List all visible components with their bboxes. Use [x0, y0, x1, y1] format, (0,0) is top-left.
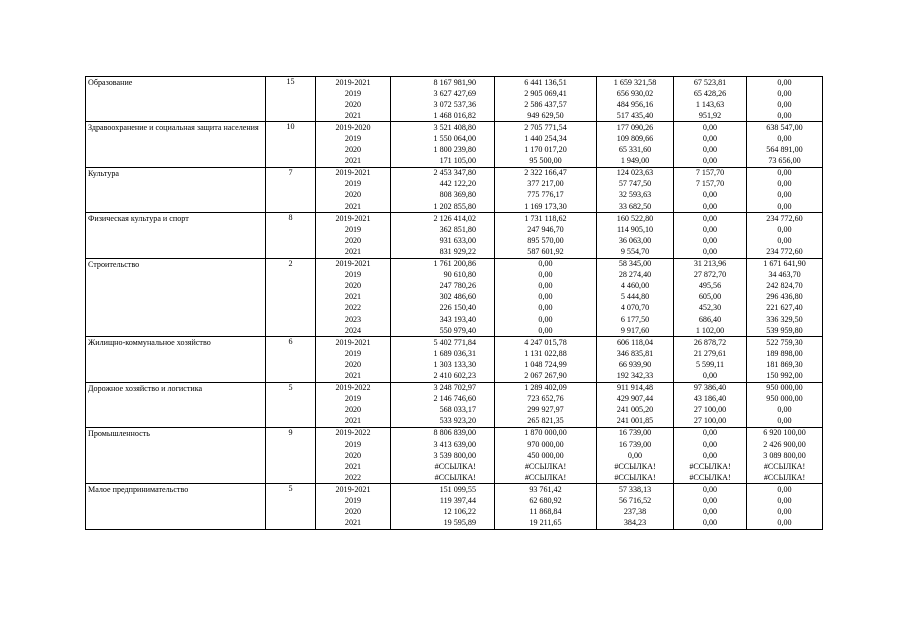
municipal-cell: 0,00	[674, 518, 747, 530]
municipal-cell: 43 186,40	[674, 394, 747, 405]
federal-cell: 723 652,76	[495, 394, 597, 405]
sector-name: Дорожное хозяйство и логистика	[86, 382, 266, 427]
extra-budget-cell: 0,00	[747, 179, 823, 190]
federal-cell: #ССЫЛКА!	[495, 461, 597, 472]
extra-budget-cell: 0,00	[747, 201, 823, 213]
extra-budget-cell: 0,00	[747, 484, 823, 496]
table-row	[86, 337, 823, 349]
federal-cell: 62 680,92	[495, 495, 597, 506]
extra-budget-cell: 1 671 641,90	[747, 258, 823, 270]
total-cell: 568 033,17	[391, 405, 495, 416]
period-cell: 2020	[316, 99, 391, 110]
sector-name: Промышленность	[86, 427, 266, 483]
municipal-cell: 1 102,00	[674, 325, 747, 337]
total-cell: 931 633,00	[391, 235, 495, 246]
total-cell: 119 397,44	[391, 495, 495, 506]
extra-budget-cell: 522 759,30	[747, 337, 823, 349]
total-cell: 1 202 855,80	[391, 201, 495, 213]
municipal-cell: 27 100,00	[674, 416, 747, 428]
federal-cell: 1 440 254,34	[495, 133, 597, 144]
table-row	[86, 167, 823, 179]
sector-name: Строительство	[86, 258, 266, 337]
total-cell: 171 105,00	[391, 156, 495, 168]
regional-cell: 16 739,00	[597, 439, 674, 450]
total-cell: 831 929,22	[391, 246, 495, 258]
federal-cell: 0,00	[495, 258, 597, 270]
total-cell: 12 106,22	[391, 507, 495, 518]
total-cell: 1 303 133,30	[391, 359, 495, 370]
period-cell: 2019	[316, 224, 391, 235]
municipal-cell: 0,00	[674, 507, 747, 518]
period-cell: 2019	[316, 495, 391, 506]
total-cell: 1 689 036,31	[391, 348, 495, 359]
period-cell: 2021	[316, 201, 391, 213]
total-cell: 3 072 537,36	[391, 99, 495, 110]
municipal-cell: 67 523,81	[674, 77, 747, 89]
extra-budget-cell: 638 547,00	[747, 122, 823, 134]
federal-cell: 1 289 402,09	[495, 382, 597, 394]
regional-cell: 56 716,52	[597, 495, 674, 506]
extra-budget-cell: 6 920 100,00	[747, 427, 823, 439]
total-cell: #ССЫЛКА!	[391, 472, 495, 484]
extra-budget-cell: 181 869,30	[747, 359, 823, 370]
period-cell: 2019-2021	[316, 213, 391, 225]
regional-cell: 177 090,26	[597, 122, 674, 134]
extra-budget-cell: 0,00	[747, 167, 823, 179]
period-cell: 2019-2021	[316, 258, 391, 270]
regional-cell: 1 949,00	[597, 156, 674, 168]
period-cell: 2019	[316, 394, 391, 405]
regional-cell: 346 835,81	[597, 348, 674, 359]
municipal-cell: 0,00	[674, 213, 747, 225]
regional-cell: 5 444,80	[597, 292, 674, 303]
municipal-cell: 0,00	[674, 201, 747, 213]
total-cell: 151 099,55	[391, 484, 495, 496]
total-cell: 2 410 602,23	[391, 370, 495, 382]
regional-cell: 16 739,00	[597, 427, 674, 439]
federal-cell: 1 169 173,30	[495, 201, 597, 213]
extra-budget-cell: 0,00	[747, 235, 823, 246]
total-cell: 2 126 414,02	[391, 213, 495, 225]
municipal-cell: 0,00	[674, 246, 747, 258]
total-cell: 550 979,40	[391, 325, 495, 337]
regional-cell: 160 522,80	[597, 213, 674, 225]
total-cell: 3 627 427,69	[391, 88, 495, 99]
total-cell: 5 402 771,84	[391, 337, 495, 349]
regional-cell: 109 809,66	[597, 133, 674, 144]
period-cell: 2019	[316, 348, 391, 359]
municipal-cell: 0,00	[674, 484, 747, 496]
total-cell: 8 167 981,90	[391, 77, 495, 89]
extra-budget-cell: 73 656,00	[747, 156, 823, 168]
regional-cell: 384,23	[597, 518, 674, 530]
regional-cell: #ССЫЛКА!	[597, 472, 674, 484]
period-cell: 2021	[316, 461, 391, 472]
regional-cell: 114 905,10	[597, 224, 674, 235]
municipal-cell: 0,00	[674, 122, 747, 134]
total-cell: 808 369,80	[391, 190, 495, 201]
federal-cell: 970 000,00	[495, 439, 597, 450]
period-cell: 2019-2021	[316, 167, 391, 179]
total-cell: 90 610,80	[391, 270, 495, 281]
federal-cell: 19 211,65	[495, 518, 597, 530]
section-group	[86, 167, 823, 212]
total-cell: 533 923,20	[391, 416, 495, 428]
sector-name: Физическая культура и спорт	[86, 213, 266, 258]
extra-budget-cell: #ССЫЛКА!	[747, 461, 823, 472]
municipal-cell: #ССЫЛКА!	[674, 461, 747, 472]
section-group	[86, 337, 823, 382]
period-cell: 2024	[316, 325, 391, 337]
extra-budget-cell: #ССЫЛКА!	[747, 472, 823, 484]
federal-cell: 895 570,00	[495, 235, 597, 246]
period-cell: 2021	[316, 370, 391, 382]
extra-budget-cell: 950 000,00	[747, 382, 823, 394]
period-cell: 2021	[316, 292, 391, 303]
section-group	[86, 258, 823, 337]
extra-budget-cell: 234 772,60	[747, 213, 823, 225]
total-cell: 247 780,26	[391, 281, 495, 292]
regional-cell: 911 914,48	[597, 382, 674, 394]
period-cell: 2019-2020	[316, 122, 391, 134]
section-group	[86, 77, 823, 122]
extra-budget-cell: 0,00	[747, 133, 823, 144]
total-cell: 2 146 746,60	[391, 394, 495, 405]
sector-name: Образование	[86, 77, 266, 122]
period-cell: 2020	[316, 190, 391, 201]
federal-cell: 265 821,35	[495, 416, 597, 428]
extra-budget-cell: 950 000,00	[747, 394, 823, 405]
regional-cell: 484 956,16	[597, 99, 674, 110]
extra-budget-cell: 242 824,70	[747, 281, 823, 292]
extra-budget-cell: 0,00	[747, 416, 823, 428]
municipal-cell: 26 878,72	[674, 337, 747, 349]
extra-budget-cell: 3 089 800,00	[747, 450, 823, 461]
total-cell: 3 248 702,97	[391, 382, 495, 394]
total-cell: 1 550 064,00	[391, 133, 495, 144]
municipal-cell: 21 279,61	[674, 348, 747, 359]
section-group	[86, 382, 823, 427]
period-cell: 2021	[316, 416, 391, 428]
federal-cell: 0,00	[495, 303, 597, 314]
total-cell: 3 413 639,00	[391, 439, 495, 450]
municipal-cell: 27 872,70	[674, 270, 747, 281]
federal-cell: 0,00	[495, 325, 597, 337]
period-cell: 2019	[316, 439, 391, 450]
federal-cell: 2 067 267,90	[495, 370, 597, 382]
extra-budget-cell: 2 426 900,00	[747, 439, 823, 450]
federal-cell: 6 441 136,51	[495, 77, 597, 89]
extra-budget-cell: 336 329,50	[747, 314, 823, 325]
project-count: 2	[266, 258, 316, 337]
federal-cell: 1 170 017,20	[495, 145, 597, 156]
municipal-cell: 0,00	[674, 145, 747, 156]
period-cell: 2020	[316, 359, 391, 370]
municipal-cell: #ССЫЛКА!	[674, 472, 747, 484]
federal-cell: 4 247 015,78	[495, 337, 597, 349]
total-cell: 362 851,80	[391, 224, 495, 235]
regional-cell: 65 331,60	[597, 145, 674, 156]
municipal-cell: 686,40	[674, 314, 747, 325]
federal-cell: 949 629,50	[495, 110, 597, 122]
regional-cell: 656 930,02	[597, 88, 674, 99]
municipal-cell: 97 386,40	[674, 382, 747, 394]
extra-budget-cell: 34 463,70	[747, 270, 823, 281]
municipal-cell: 1 143,63	[674, 99, 747, 110]
municipal-cell: 7 157,70	[674, 179, 747, 190]
table-row	[86, 382, 823, 394]
extra-budget-cell: 150 992,00	[747, 370, 823, 382]
regional-cell: 57 747,50	[597, 179, 674, 190]
regional-cell: 33 682,50	[597, 201, 674, 213]
federal-cell: 2 705 771,54	[495, 122, 597, 134]
project-count: 5	[266, 382, 316, 427]
municipal-cell: 452,30	[674, 303, 747, 314]
municipal-cell: 605,00	[674, 292, 747, 303]
regional-cell: 57 338,13	[597, 484, 674, 496]
federal-cell: 1 731 118,62	[495, 213, 597, 225]
extra-budget-cell: 539 959,80	[747, 325, 823, 337]
federal-cell: 2 905 069,41	[495, 88, 597, 99]
total-cell: 19 595,89	[391, 518, 495, 530]
municipal-cell: 0,00	[674, 235, 747, 246]
period-cell: 2019-2021	[316, 337, 391, 349]
total-cell: #ССЫЛКА!	[391, 461, 495, 472]
regional-cell: 4 460,00	[597, 281, 674, 292]
period-cell: 2021	[316, 246, 391, 258]
table-row	[86, 427, 823, 439]
period-cell: 2020	[316, 145, 391, 156]
municipal-cell: 495,56	[674, 281, 747, 292]
municipal-cell: 0,00	[674, 439, 747, 450]
extra-budget-cell: 0,00	[747, 507, 823, 518]
extra-budget-cell: 0,00	[747, 224, 823, 235]
federal-cell: 2 586 437,57	[495, 99, 597, 110]
extra-budget-cell: 564 891,00	[747, 145, 823, 156]
period-cell: 2021	[316, 156, 391, 168]
regional-cell: 32 593,63	[597, 190, 674, 201]
total-cell: 343 193,40	[391, 314, 495, 325]
extra-budget-cell: 0,00	[747, 405, 823, 416]
regional-cell: 237,38	[597, 507, 674, 518]
project-count: 15	[266, 77, 316, 122]
period-cell: 2020	[316, 450, 391, 461]
table-row	[86, 258, 823, 270]
municipal-cell: 0,00	[674, 133, 747, 144]
extra-budget-cell: 0,00	[747, 518, 823, 530]
budget-table	[85, 76, 823, 530]
section-group	[86, 427, 823, 483]
federal-cell: 377 217,00	[495, 179, 597, 190]
table-row	[86, 122, 823, 134]
extra-budget-cell: 0,00	[747, 190, 823, 201]
project-count: 8	[266, 213, 316, 258]
regional-cell: 1 659 321,58	[597, 77, 674, 89]
federal-cell: 95 500,00	[495, 156, 597, 168]
extra-budget-cell: 296 436,80	[747, 292, 823, 303]
section-group	[86, 122, 823, 167]
project-count: 6	[266, 337, 316, 382]
regional-cell: #ССЫЛКА!	[597, 461, 674, 472]
period-cell: 2019-2021	[316, 484, 391, 496]
regional-cell: 429 907,44	[597, 394, 674, 405]
section-group	[86, 213, 823, 258]
federal-cell: 450 000,00	[495, 450, 597, 461]
extra-budget-cell: 0,00	[747, 77, 823, 89]
total-cell: 302 486,60	[391, 292, 495, 303]
federal-cell: 0,00	[495, 270, 597, 281]
regional-cell: 517 435,40	[597, 110, 674, 122]
extra-budget-cell: 0,00	[747, 99, 823, 110]
period-cell: 2019-2021	[316, 77, 391, 89]
extra-budget-cell: 234 772,60	[747, 246, 823, 258]
regional-cell: 66 939,90	[597, 359, 674, 370]
total-cell: 3 521 408,80	[391, 122, 495, 134]
period-cell: 2022	[316, 303, 391, 314]
regional-cell: 124 023,63	[597, 167, 674, 179]
extra-budget-cell: 0,00	[747, 88, 823, 99]
regional-cell: 6 177,50	[597, 314, 674, 325]
regional-cell: 192 342,33	[597, 370, 674, 382]
federal-cell: 1 048 724,99	[495, 359, 597, 370]
regional-cell: 241 005,20	[597, 405, 674, 416]
sector-name: Культура	[86, 167, 266, 212]
municipal-cell: 5 599,11	[674, 359, 747, 370]
total-cell: 3 539 800,00	[391, 450, 495, 461]
regional-cell: 241 001,85	[597, 416, 674, 428]
regional-cell: 36 063,00	[597, 235, 674, 246]
total-cell: 1 761 200,86	[391, 258, 495, 270]
municipal-cell: 0,00	[674, 224, 747, 235]
period-cell: 2020	[316, 507, 391, 518]
total-cell: 226 150,40	[391, 303, 495, 314]
municipal-cell: 0,00	[674, 427, 747, 439]
extra-budget-cell: 221 627,40	[747, 303, 823, 314]
federal-cell: 775 776,17	[495, 190, 597, 201]
table-row	[86, 213, 823, 225]
municipal-cell: 7 157,70	[674, 167, 747, 179]
federal-cell: 587 601,92	[495, 246, 597, 258]
regional-cell: 58 345,00	[597, 258, 674, 270]
federal-cell: 11 868,84	[495, 507, 597, 518]
table-row	[86, 77, 823, 89]
regional-cell: 9 917,60	[597, 325, 674, 337]
period-cell: 2023	[316, 314, 391, 325]
period-cell: 2019	[316, 88, 391, 99]
federal-cell: #ССЫЛКА!	[495, 472, 597, 484]
period-cell: 2021	[316, 518, 391, 530]
federal-cell: 2 322 166,47	[495, 167, 597, 179]
period-cell: 2019	[316, 270, 391, 281]
regional-cell: 0,00	[597, 450, 674, 461]
municipal-cell: 0,00	[674, 370, 747, 382]
federal-cell: 0,00	[495, 314, 597, 325]
section-group	[86, 484, 823, 529]
municipal-cell: 65 428,26	[674, 88, 747, 99]
period-cell: 2021	[316, 110, 391, 122]
sector-name: Здравоохранение и социальная защита населения	[86, 122, 266, 167]
municipal-cell: 27 100,00	[674, 405, 747, 416]
total-cell: 442 122,20	[391, 179, 495, 190]
federal-cell: 93 761,42	[495, 484, 597, 496]
federal-cell: 0,00	[495, 292, 597, 303]
sector-name: Малое предпринимательство	[86, 484, 266, 529]
total-cell: 2 453 347,80	[391, 167, 495, 179]
extra-budget-cell: 0,00	[747, 110, 823, 122]
extra-budget-cell: 0,00	[747, 495, 823, 506]
period-cell: 2019	[316, 133, 391, 144]
municipal-cell: 951,92	[674, 110, 747, 122]
municipal-cell: 0,00	[674, 190, 747, 201]
regional-cell: 4 070,70	[597, 303, 674, 314]
period-cell: 2019-2022	[316, 427, 391, 439]
project-count: 10	[266, 122, 316, 167]
period-cell: 2019-2022	[316, 382, 391, 394]
extra-budget-cell: 189 898,00	[747, 348, 823, 359]
total-cell: 1 468 016,82	[391, 110, 495, 122]
total-cell: 1 800 239,80	[391, 145, 495, 156]
sector-name: Жилищно-коммунальное хозяйство	[86, 337, 266, 382]
federal-cell: 299 927,97	[495, 405, 597, 416]
municipal-cell: 0,00	[674, 495, 747, 506]
total-cell: 8 806 839,00	[391, 427, 495, 439]
period-cell: 2019	[316, 179, 391, 190]
municipal-cell: 0,00	[674, 450, 747, 461]
municipal-cell: 0,00	[674, 156, 747, 168]
regional-cell: 606 118,04	[597, 337, 674, 349]
federal-cell: 0,00	[495, 281, 597, 292]
federal-cell: 1 131 022,88	[495, 348, 597, 359]
period-cell: 2022	[316, 472, 391, 484]
municipal-cell: 31 213,96	[674, 258, 747, 270]
period-cell: 2020	[316, 405, 391, 416]
period-cell: 2020	[316, 235, 391, 246]
federal-cell: 1 870 000,00	[495, 427, 597, 439]
regional-cell: 9 554,70	[597, 246, 674, 258]
project-count: 5	[266, 484, 316, 529]
project-count: 7	[266, 167, 316, 212]
project-count: 9	[266, 427, 316, 483]
period-cell: 2020	[316, 281, 391, 292]
regional-cell: 28 274,40	[597, 270, 674, 281]
federal-cell: 247 946,70	[495, 224, 597, 235]
table-row	[86, 484, 823, 496]
